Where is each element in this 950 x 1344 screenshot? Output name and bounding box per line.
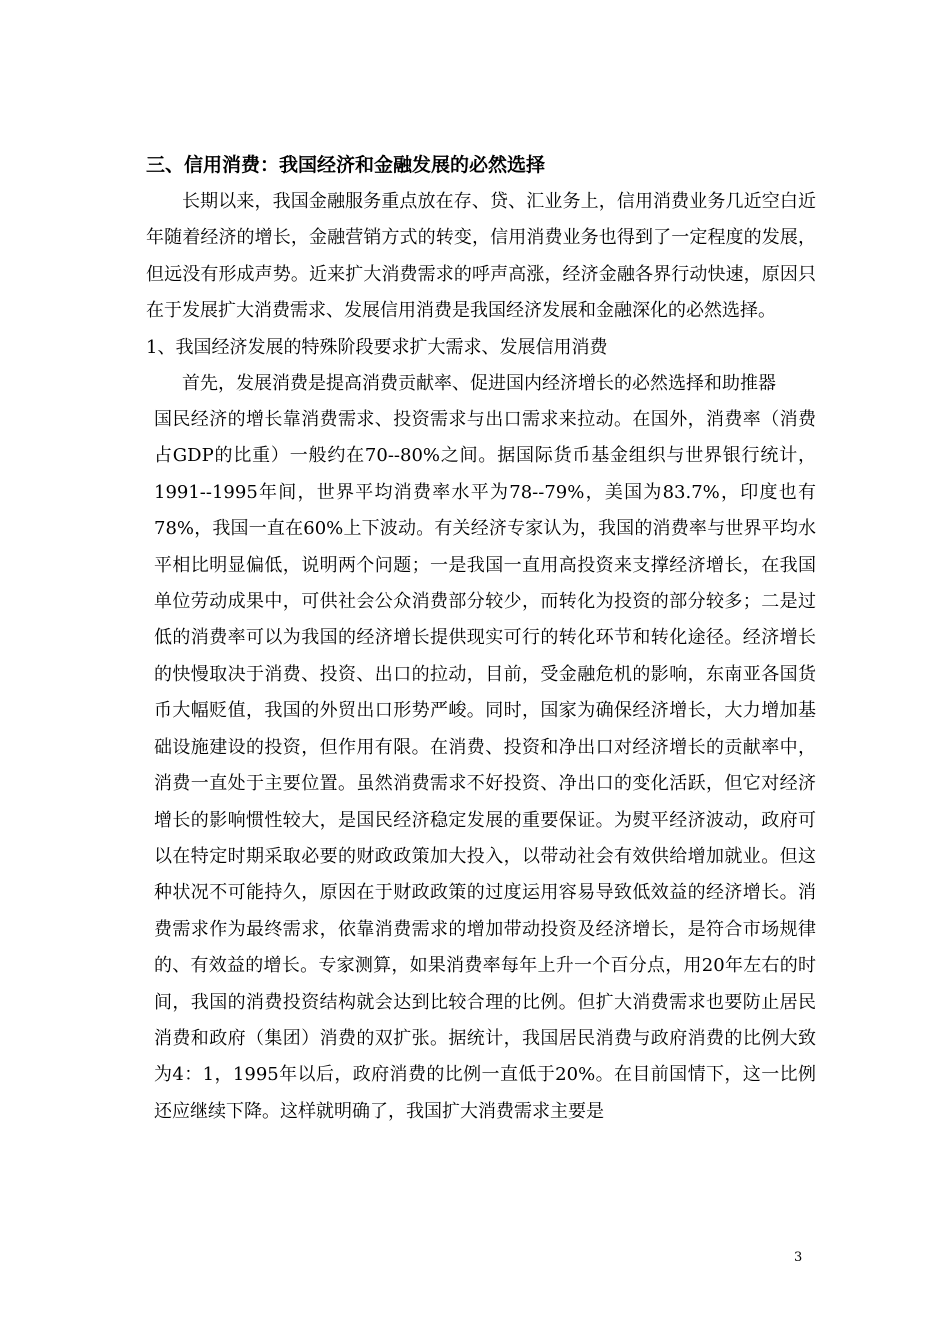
paragraph-first-point: 首先，发展消费是提高消费贡献率、促进国内经济增长的必然选择和助推器 bbox=[182, 372, 776, 394]
subheading: 1、我国经济发展的特殊阶段要求扩大需求、发展信用消费 bbox=[146, 336, 608, 358]
paragraph-consumption-rate: 国民经济的增长靠消费需求、投资需求与出口需求来拉动。在国外，消费率（消费占GDP的比重）一般约在70--80%之间。据国际货币基金组织与世界银行统计，1991--1995年间，世界平均消费率水平为78--79%，美国为83.7%，印度也有78%，我国一直在60%上下波动。有关经济专家认为，我国的消费率与世界平均水平相比明显偏低，说明两个问题；一是我国一直用高投资来支撑经济增长，在我国单位劳动成果中，可供社会公众消费部分较少，而转化为投资的部分较多；二是过低的消费率可以为我国的经济增长提供现实可行的转化环节和转化途径。经济增长的快慢取决于消费、投资、出口的拉动，目前，受金融危机的影响，东南亚各国货币大幅贬值，我国的外贸出口形势严峻。同时，国家为确保经济增长，大力增加基础设施建设的投资，但作用有限。在消费、投资和净出口对经济增长的贡献率中，消费一直处于主要位置。虽然消费需求不好投资、净出口的变化活跃，但它对经济增长的影响惯性较大，是国民经济稳定发展的重要保证。为熨平经济波动，政府可以在特定时期采取必要的财政政策加大投入，以带动社会有效供给增加就业。但这种状况不可能持久，原因在于财政政策的过度运用容易导致低效益的经济增长。消费需求作为最终需求，依靠消费需求的增加带动投资及经济增长，是符合市场规律的、有效益的增长。专家测算，如果消费率每年上升一个百分点，用20年左右的时间，我国的消费投资结构就会达到比较合理的比例。但扩大消费需求也要防止居民消费和政府（集团）消费的双扩张。据统计，我国居民消费与政府消费的比例大致为4：1，1995年以后，政府消费的比例一直低于20%。在目前国情下，这一比例还应继续下降。这样就明确了，我国扩大消费需求主要是 bbox=[154, 409, 816, 1122]
section-heading: 三、信用消费：我国经济和金融发展的必然选择 bbox=[146, 154, 546, 176]
document-body bbox=[146, 150, 816, 1130]
paragraph-intro: 长期以来，我国金融服务重点放在存、贷、汇业务上，信用消费业务几近空白近年随着经济的增长，金融营销方式的转变，信用消费业务也得到了一定程度的发展，但远没有形成声势。近来扩大消费需求的呼声高涨，经济金融各界行动快速，原因只在于发展扩大消费需求、发展信用消费是我国经济发展和金融深化的必然选择。 bbox=[146, 191, 816, 322]
page-number: 3 bbox=[794, 1250, 803, 1265]
